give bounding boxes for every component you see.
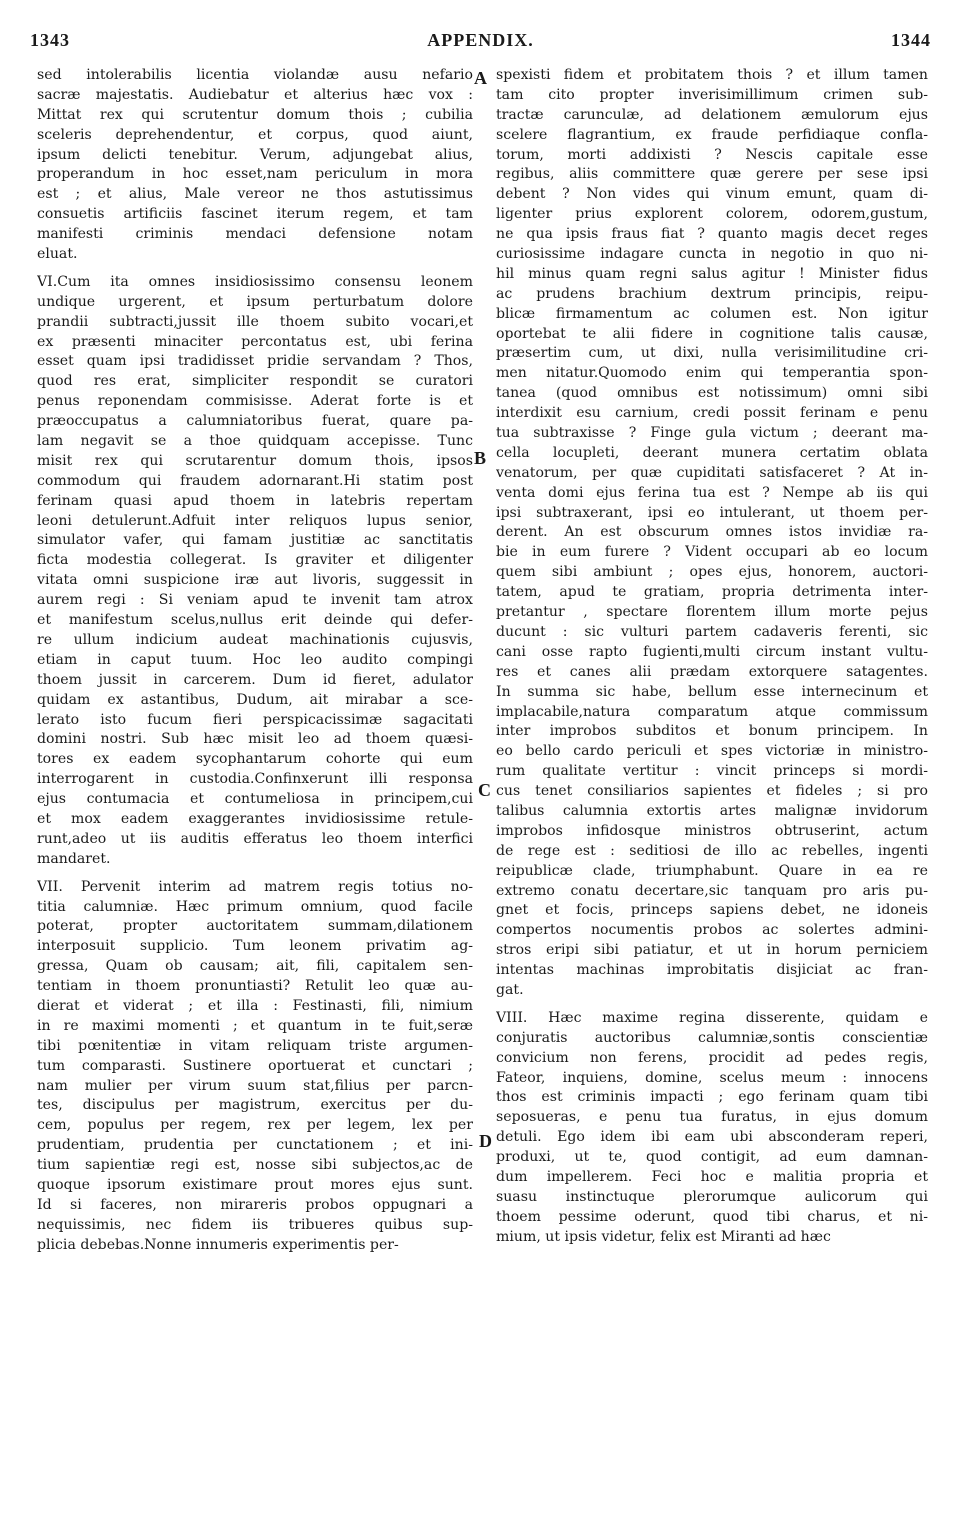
- margin-marker-d: D: [479, 1131, 492, 1151]
- text-line: tium sapientiæ regi est, nosse sibi subjectos,ac de: [37, 1157, 473, 1174]
- text-line: extremo conatu decertare,sic tanquam pro aris pu-: [496, 882, 928, 899]
- text-line: ne qua ipsis fraus fiat ? quanto magis decet reges: [496, 226, 928, 243]
- text-line: venta domi ejus ferina tua est ? Nempe ab iis qui: [496, 484, 928, 501]
- text-line: prandii subtracti,jussit ille thoem subito vocari,et: [37, 313, 473, 330]
- text-line: men nitatur.Quomodo enim qui temperantia spon-: [496, 365, 928, 382]
- paragraph: [496, 66, 928, 1001]
- text-line: derent. An est obscurum omnes istos invidiæ ra-: [496, 524, 928, 541]
- paragraph-gap: [496, 1001, 928, 1009]
- text-line: leoni detulerunt.Adfuit inter reliquos lupus senior,: [37, 512, 473, 529]
- text-line: interdixit esu carnium, credi possit ferinam e penu: [496, 405, 928, 422]
- text-line: ex præsenti minaciter percontatus est, ubi ferina: [37, 333, 473, 350]
- text-line: et mox eadem exaggerantes invidiosissime retule-: [37, 810, 473, 827]
- text-line: ferinam quasi apud thoem in latebris repertam: [37, 492, 473, 509]
- text-line: præoccupatus a calumniatoribus fuerat, quare pa-: [37, 413, 473, 430]
- text-line: mium, ut ipsis videtur, felix est Miranti ad hæc: [496, 1228, 831, 1245]
- margin-marker-c: C: [478, 780, 491, 800]
- text-line: torum, morti addixisti ? Nescis capitale esse: [496, 146, 928, 163]
- text-line: improbos infidosque ministros obtruserint, actum: [496, 822, 928, 839]
- text-line: cani osse rapto fugienti,multi circum instant vultu-: [496, 643, 928, 660]
- text-line: domini nostri. Sub hæc misit leo ad thoem quæsi-: [37, 731, 473, 748]
- text-line: Id si faceres, non mirareris probos oppugnari a: [37, 1196, 473, 1213]
- text-line: debent ? Non vides qui vinum emunt, quam di-: [496, 186, 928, 203]
- paragraph: [37, 66, 473, 265]
- page-number-left: 1343: [30, 30, 70, 50]
- text-line: esset quam ipsi tradidisset pridie servandam ? Thos,: [37, 353, 473, 370]
- text-line: quod res erat, simpliciter respondit se curatori: [37, 373, 473, 390]
- text-line: Fateor, inquiens, domine, scelus meum : innocens: [496, 1069, 928, 1086]
- text-line: interrogarent in custodia.Confinxerunt illi responsa: [37, 771, 473, 788]
- text-line: poterat, propter auctoritatem summam,dilationem: [37, 918, 473, 935]
- text-line: est ; et alius, Male vereor ne thos astutissimus: [37, 186, 473, 203]
- text-line: undique urgerent, et ipsum perturbatum dolore: [37, 293, 473, 310]
- text-line: tua subtraxisse ? Finge gula victum ; deerant ma-: [496, 425, 928, 442]
- text-line: tatem, apud te gratiam, propria detrimenta inter-: [496, 584, 928, 601]
- text-line: interposuit supplicio. Tum leonem privatim ag-: [37, 938, 473, 955]
- text-line: quoque ipsorum existimare prout mores ejus sunt.: [37, 1176, 473, 1193]
- text-line: properandum in hoc esset,nam periculum in mora: [37, 166, 473, 183]
- page-header: [30, 30, 931, 56]
- text-line: in re maximi momenti ; et quantum in te fuit,seræ: [37, 1017, 473, 1034]
- text-line: ejus contumacia et contumeliosa in principem,cui: [37, 791, 473, 808]
- text-line: pretantur , spectare florentem illum morte pejus: [496, 604, 928, 621]
- text-line: inter improbos subditos et bonum principem. In: [496, 723, 928, 740]
- text-line: sceleris deprehendentur, et corpus, quod aiunt,: [37, 126, 473, 143]
- text-line: penus reponendam commisisse. Aderat forte is et: [37, 393, 473, 410]
- text-line: tam cito propter inverisimillimum crimen sub-: [496, 86, 928, 103]
- text-line: compertos nocumentis probos ac solertes admini-: [496, 922, 928, 939]
- text-line: ligenter prius explorent colorem, odorem,gustum,: [496, 206, 928, 223]
- text-line: commodum qui fraudem adornarant.Hi statim post: [37, 472, 473, 489]
- text-line: spexisti fidem et probitatem thois ? et illum tamen: [496, 67, 928, 83]
- text-line: aurem regi : Si veniam apud te invenit tam atrox: [37, 592, 473, 609]
- text-line: ducunt : sic vulturi partem cadaveris ferenti, sic: [496, 623, 928, 640]
- text-line: thoem pessime oderunt, quod tibi charus, et ni-: [496, 1208, 928, 1225]
- margin-marker-b: B: [474, 448, 487, 468]
- text-line: consuetis artificiis fascinet iterum regem, et tam: [37, 206, 473, 223]
- text-line: bie in eum furere ? Vident occupari ab eo locum: [496, 544, 928, 561]
- text-line: gat.: [496, 981, 524, 998]
- text-line: convicium non ferens, procidit ad pedes regis,: [496, 1049, 928, 1066]
- text-line: tibi pœnitentiæ in vitam reliquam triste argumen-: [37, 1037, 473, 1054]
- text-line: VI.Cum ita omnes insidiosissimo consensu leonem: [37, 273, 473, 290]
- text-line: tentiam in thoem pronuntiasti? Retulit leo quæ au-: [37, 978, 473, 995]
- text-line: tes, discipulus per magistrum, exercitus per du-: [37, 1097, 473, 1114]
- text-line: cella locupleti, deerant munera certatim oblata: [496, 444, 928, 461]
- text-line: nequissimis, nec fidem iis tribueres quibus sup-: [37, 1216, 473, 1233]
- text-line: scelere flagrantium, ex fraude perfidiaque confla-: [496, 126, 928, 143]
- text-line: lam negavit se a thoe quidquam accepisse. Tunc: [37, 433, 473, 450]
- text-line: implacabile,natura comparatum atque commissum: [496, 703, 928, 720]
- text-line: reipublicæ clade, triumphabunt. Quare in ea re: [496, 862, 928, 879]
- text-line: et manifestum scelus,nullus erit deinde qui defer-: [37, 612, 473, 629]
- text-line: de rege est : seditiosi de illo ac rebelles, ingenti: [496, 842, 928, 859]
- text-line: quem sibi ambiunt ; opes ejus, honorem, auctori-: [496, 564, 928, 581]
- text-line: plicia debebas.Nonne innumeris experimentis per-: [37, 1236, 399, 1253]
- margin-marker-a: A: [474, 68, 487, 88]
- text-line: intentas machinas improbitatis disjiciat ac fran-: [496, 962, 928, 979]
- text-line: sacræ majestatis. Audiebatur et alterius hæc vox :: [37, 86, 473, 103]
- text-line: ac prudens brachium dextrum principis, reipu-: [496, 285, 928, 302]
- paragraph: [37, 273, 473, 870]
- text-line: oportebat te alii fidere in cognitione talis causæ,: [496, 325, 928, 342]
- text-line: hil minus quam regni salus agitur ! Minister fidus: [496, 265, 928, 282]
- text-line: blicæ firmamentum ac columen est. Non igitur: [496, 305, 928, 322]
- text-line: sed intolerabilis licentia violandæ ausu nefario: [37, 67, 473, 83]
- text-line: res et canes alii prædam extorquere satagentes.: [496, 663, 928, 680]
- text-line: tractæ carunculæ, ad delationem æmulorum ejus: [496, 106, 928, 123]
- text-line: prudentiam, prudentia per cunctationem ; et ini-: [37, 1137, 473, 1154]
- text-line: manifesti criminis mendaci defensione notam: [37, 226, 473, 243]
- text-line: vitata omni suspicione iræ aut livoris, suggessit in: [37, 572, 473, 589]
- text-line: thoem jussit in carcerem. Dum id fieret, adulator: [37, 671, 473, 688]
- text-line: cus tenet consiliarios sapientes et fideles ; si pro: [496, 783, 928, 800]
- text-line: gressa, Quam ob causam; ait, fili, capitalem sen-: [37, 958, 473, 975]
- text-line: dum impellerem. Feci hoc e malitia propria et: [496, 1168, 928, 1185]
- text-line: ipsi subtraxerant, ipsi eo intulerant, ut thoem per-: [496, 504, 928, 521]
- text-line: præsertim cum, ut dixi, nulla verisimilitudine cri-: [496, 345, 928, 362]
- text-line: quidam ex astantibus, Dudum, ait mirabar a sce-: [37, 691, 473, 708]
- paragraph-gap: [37, 870, 473, 878]
- text-line: runt,adeo ut iis auditis efferatus leo thoem interfici: [37, 830, 473, 847]
- text-line: detuli. Ego idem ibi eam ubi absconderam reperi,: [496, 1129, 928, 1146]
- text-line: re ullum indicium audeat machinationis cujusvis,: [37, 631, 473, 648]
- text-line: misit rex qui scrutarentur domum thois, ipsos: [37, 452, 473, 469]
- text-line: cem, populus per regem, rex per legem, lex per: [37, 1117, 473, 1134]
- text-line: conjuratis auctoribus calumniæ,sontis conscientiæ: [496, 1029, 928, 1046]
- text-line: tum comparasti. Sustinere oportuerat et cunctari ;: [37, 1057, 473, 1074]
- text-line: venatorum, per quæ cupiditati satisfaceret ? At in-: [496, 464, 928, 481]
- text-line: VII. Pervenit interim ad matrem regis totius no-: [37, 878, 473, 895]
- running-title: APPENDIX.: [427, 30, 534, 50]
- text-line: seposueras, e penu tua furatus, in ejus domum: [496, 1109, 928, 1126]
- text-line: regibus, aliis committere quæ gerere per sese ipsi: [496, 166, 928, 183]
- text-line: suasu instinctuque plerorumque aulicorum qui: [496, 1188, 928, 1205]
- text-line: simulator vafer, qui famam justitiæ ac sanctitatis: [37, 532, 473, 549]
- text-line: talibus calumnia extortis artes malignæ invidorum: [496, 802, 928, 819]
- text-line: dierat et viderat ; et illa : Festinasti, fili, nimium: [37, 997, 473, 1014]
- text-line: titia calumniæ. Hæc primum omnium, quod facile: [37, 898, 473, 915]
- text-line: ipsum delicti tenebitur. Verum, adjungebat alius,: [37, 146, 473, 163]
- text-line: nam mulier per virum suum stat,filius per parcn-: [37, 1077, 473, 1094]
- left-column: [37, 66, 473, 1256]
- text-line: gnet et focis, princeps sapiens debet, ne idoneis: [496, 902, 928, 919]
- text-line: stros eripi sibi patiatur, et ut in horum perniciem: [496, 942, 928, 959]
- text-line: eo bello cardo periculi et spes victoriæ in ministro-: [496, 743, 928, 760]
- text-line: etiam in caput tuum. Hoc leo audito compingi: [37, 651, 473, 668]
- text-line: rum qualitate vertitur : vincit princeps si mordi-: [496, 763, 928, 780]
- text-line: eluat.: [37, 246, 78, 263]
- text-line: In summa sic habe, bellum esse internecinum et: [496, 683, 928, 700]
- text-line: VIII. Hæc maxime regina disserente, quidam e: [496, 1009, 928, 1026]
- text-line: Mittat rex qui scrutentur domum thois ; cubilia: [37, 106, 473, 123]
- paragraph: [37, 878, 473, 1256]
- text-line: produxi, ut te, quod contigit, ad eum damnan-: [496, 1149, 928, 1166]
- text-line: tores ex eadem sycophantarum cohorte qui eum: [37, 751, 473, 768]
- text-line: mandaret.: [37, 850, 111, 867]
- text-line: curiosissime indagare cuncta in negotio in quo ni-: [496, 246, 928, 263]
- page-number-right: 1344: [891, 30, 931, 50]
- text-line: thos est criminis impacti ; ego ferinam quam tibi: [496, 1089, 928, 1106]
- paragraph: [496, 1009, 928, 1248]
- paragraph-gap: [37, 265, 473, 273]
- text-line: tanea (quod omnibus est notissimum) omni sibi: [496, 385, 928, 402]
- text-line: ficta modestia collegerat. Is graviter et diligenter: [37, 552, 473, 569]
- right-column: [496, 66, 928, 1248]
- text-line: lerato isto fucum fieri perspicacissimæ sagacitati: [37, 711, 473, 728]
